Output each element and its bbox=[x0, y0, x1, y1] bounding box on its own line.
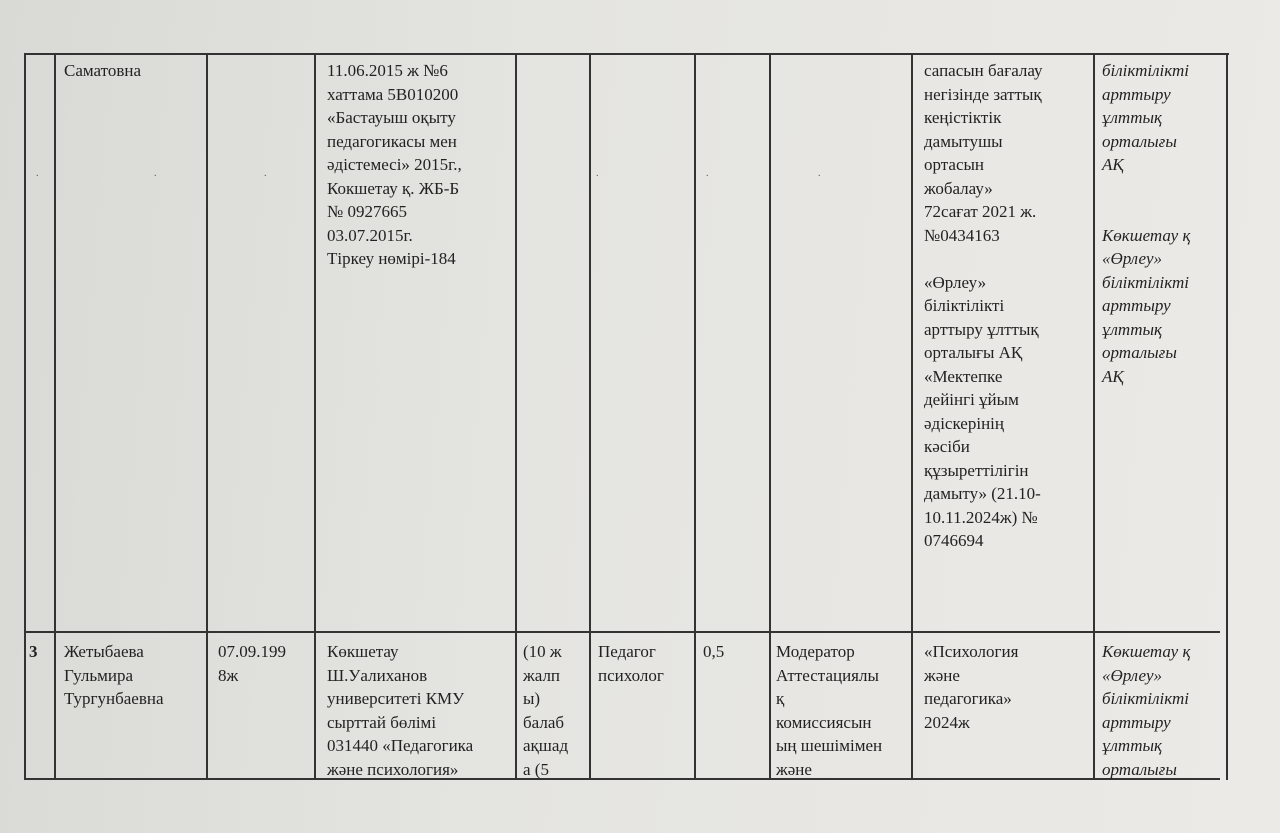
col-line-3 bbox=[314, 53, 316, 780]
col-line-0 bbox=[24, 53, 26, 780]
row3-rate: 0,5 bbox=[703, 642, 725, 661]
scan-dot: . bbox=[264, 168, 267, 179]
row3-organization: Көкшетау қ «Өрлеу» біліктілікті арттыру ұлттық орталығы bbox=[1102, 642, 1191, 779]
row3-education: Көкшетау Ш.Уалиханов университеті КМУ сырттай бөлімі 031440 «Педагогика және психология» bbox=[327, 642, 474, 779]
table-border-top bbox=[24, 53, 1229, 55]
row3-position: Педагог психолог bbox=[598, 642, 664, 685]
scan-dot: . bbox=[154, 168, 157, 179]
scan-dot: . bbox=[706, 168, 709, 179]
row3-category: Модератор Аттестациялы қ комиссиясын ың шешімімен және bbox=[776, 642, 883, 779]
row-divider bbox=[24, 631, 1220, 633]
row2-name: Саматовна bbox=[64, 61, 142, 80]
col-line-1 bbox=[54, 53, 56, 780]
row2-courses: сапасын бағалау негізінде заттық кеңістіктік дамытушы ортасын жобалау» 72сағат 2021 ж. №0434163 «Өрлеу» біліктілікті арттыру ұлттық орталығы АҚ «Мектепке дейінгі ұйым әдіскерінің кәсіби құзыреттілігін дамыту» (21.10- 10.11.2024ж) № 0746694 bbox=[924, 61, 1043, 550]
row3-experience: (10 ж жалп ы) балаб ақшад а (5 bbox=[523, 642, 569, 779]
row3-name: Жетыбаева Гульмира Тургунбаевна bbox=[64, 642, 164, 708]
row2-organization: біліктілікті арттыру ұлттық орталығы АҚ Көкшетау қ «Өрлеу» біліктілікті арттыру ұлттық орталығы АҚ bbox=[1102, 61, 1191, 386]
col-line-7 bbox=[769, 53, 771, 780]
table-border-bottom bbox=[24, 778, 1220, 780]
col-line-9 bbox=[1093, 53, 1095, 780]
col-line-6 bbox=[694, 53, 696, 780]
col-line-4 bbox=[515, 53, 517, 780]
row3-number: 3 bbox=[29, 642, 38, 661]
scan-dot: . bbox=[596, 168, 599, 179]
col-line-5 bbox=[589, 53, 591, 780]
row3-birth-date: 07.09.199 8ж bbox=[218, 642, 286, 685]
scan-dot: . bbox=[818, 168, 821, 179]
col-line-10 bbox=[1226, 53, 1228, 780]
col-line-2 bbox=[206, 53, 208, 780]
row3-courses: «Психология және педагогика» 2024ж bbox=[924, 642, 1019, 732]
col-line-8 bbox=[911, 53, 913, 780]
scan-dot: . bbox=[36, 168, 39, 179]
row2-education: 11.06.2015 ж №6 хаттама 5В010200 «Бастауыш оқыту педагогикасы мен әдістемесі» 2015г., Кокшетау қ. ЖБ-Б № 0927665 03.07.2015г. Тіркеу нөмірі-184 bbox=[327, 61, 462, 268]
